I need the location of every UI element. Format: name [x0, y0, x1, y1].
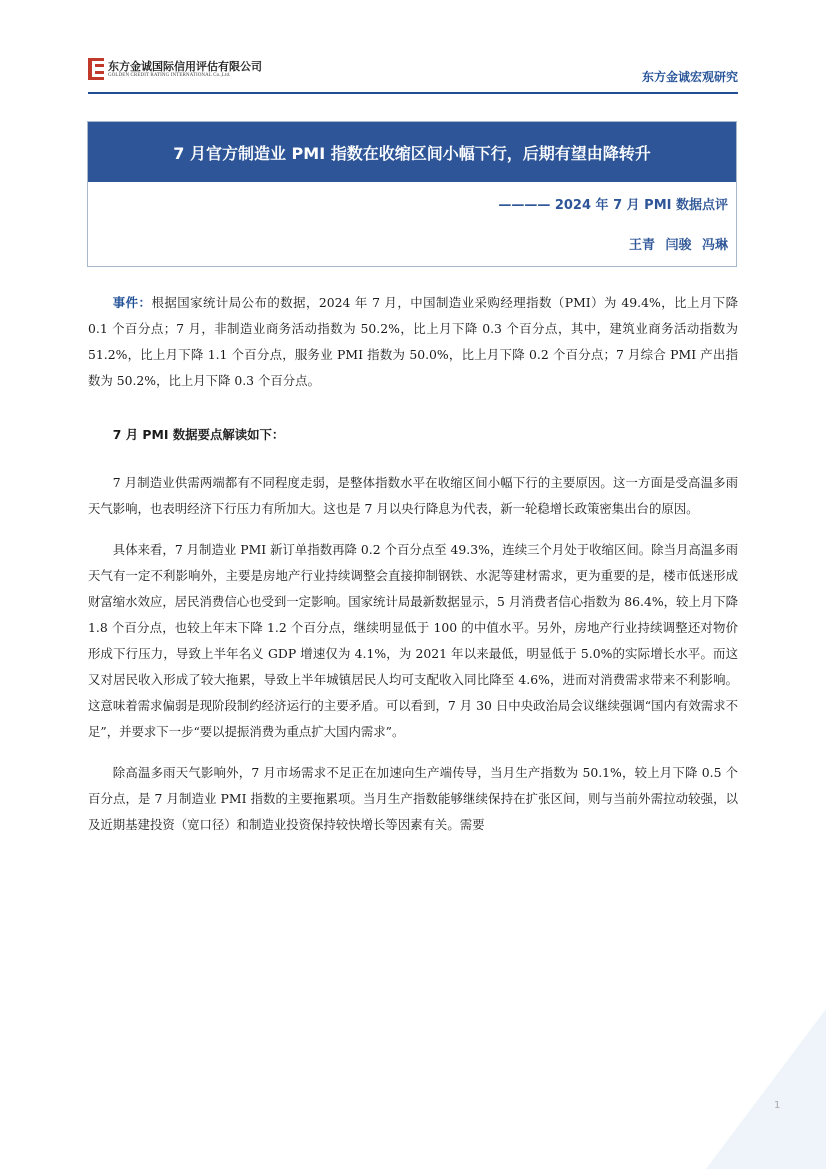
research-series-title: 东方金诚宏观研究 — [641, 70, 738, 84]
event-paragraph — [88, 290, 738, 394]
company-logo — [88, 58, 262, 80]
report-title: 7 月官方制造业 PMI 指数在收缩区间小幅下行，后期有望由降转升 — [88, 122, 736, 182]
event-label: 事件： — [112, 295, 152, 310]
company-name-en: GOLDEN CREDIT RATING INTERNATIONAL Co.,Ltd. — [108, 72, 231, 78]
company-name-cn: 东方金诚国际信用评估有限公司 — [108, 59, 262, 73]
report-body — [88, 290, 738, 838]
page-corner-decoration — [706, 1009, 826, 1169]
page-header — [88, 50, 738, 90]
body-paragraph: 除高温多雨天气影响外，7 月市场需求不足正在加速向生产端传导，当月生产指数为 50.1%，较上月下降 0.5 个百分点，是 7 月制造业 PMI 指数的主要拖累项。当月生产指数能够继续保持在扩张区间，则与当前外需拉动较强，以及近期基建投资（宽口径）和制造业投资保持较快增长等因素有关。需要 — [88, 765, 738, 832]
report-subtitle: ———— 2024 年 7 月 PMI 数据点评 — [498, 198, 728, 213]
event-text: 根据国家统计局公布的数据，2024 年 7 月，中国制造业采购经理指数（PMI）为 49.4%，比上月下降 0.1 个百分点；7 月，非制造业商务活动指数为 50.2%，比上月下降 0.3 个百分点，其中，建筑业商务活动指数为 51.2%，比上月下降 1.1 个百分点，服务业 PMI 指数为 50.0%，比上月下降 0.2 个百分点；7 月综合 PMI 产出指数为 50.2%，比上月下降 0.3 个百分点。 — [88, 295, 738, 388]
title-box — [87, 121, 737, 267]
logo-mark-icon — [88, 58, 104, 80]
section-heading: 7 月 PMI 数据要点解读如下： — [112, 427, 285, 442]
body-paragraph: 7 月制造业供需两端都有不同程度走弱，是整体指数水平在收缩区间小幅下行的主要原因。这一方面是受高温多雨天气影响，也表明经济下行压力有所加大。这也是 7 月以央行降息为代表，新一轮稳增长政策密集出台的原因。 — [88, 475, 738, 516]
header-divider — [88, 92, 738, 94]
report-authors: 王青 闫骏 冯琳 — [628, 238, 728, 253]
body-paragraph: 具体来看，7 月制造业 PMI 新订单指数再降 0.2 个百分点至 49.3%，连续三个月处于收缩区间。除当月高温多雨天气有一定不利影响外，主要是房地产行业持续调整会直接抑制钢铁、水泥等建材需求，更为重要的是，楼市低迷形成财富缩水效应，居民消费信心也受到一定影响。国家统计局最新数据显示，5 月消费者信心指数为 86.4%，较上月下降 1.8 个百分点，也较上年末下降 1.2 个百分点，继续明显低于 100 的中值水平。另外，房地产行业持续调整还对物价形成下行压力，导致上半年名义 GDP 增速仅为 4.1%，为 2021 年以来最低，明显低于 5.0%的实际增长水平。而这又对居民收入形成了较大拖累，导致上半年城镇居民人均可支配收入同比降至 4.6%，进而对消费需求带来不利影响。这意味着需求偏弱是现阶段制约经济运行的主要矛盾。可以看到，7 月 30 日中央政治局会议继续强调“国内有效需求不足”，并要求下一步“要以提振消费为重点扩大国内需求”。 — [88, 542, 738, 739]
page-number: 1 — [774, 1100, 781, 1111]
